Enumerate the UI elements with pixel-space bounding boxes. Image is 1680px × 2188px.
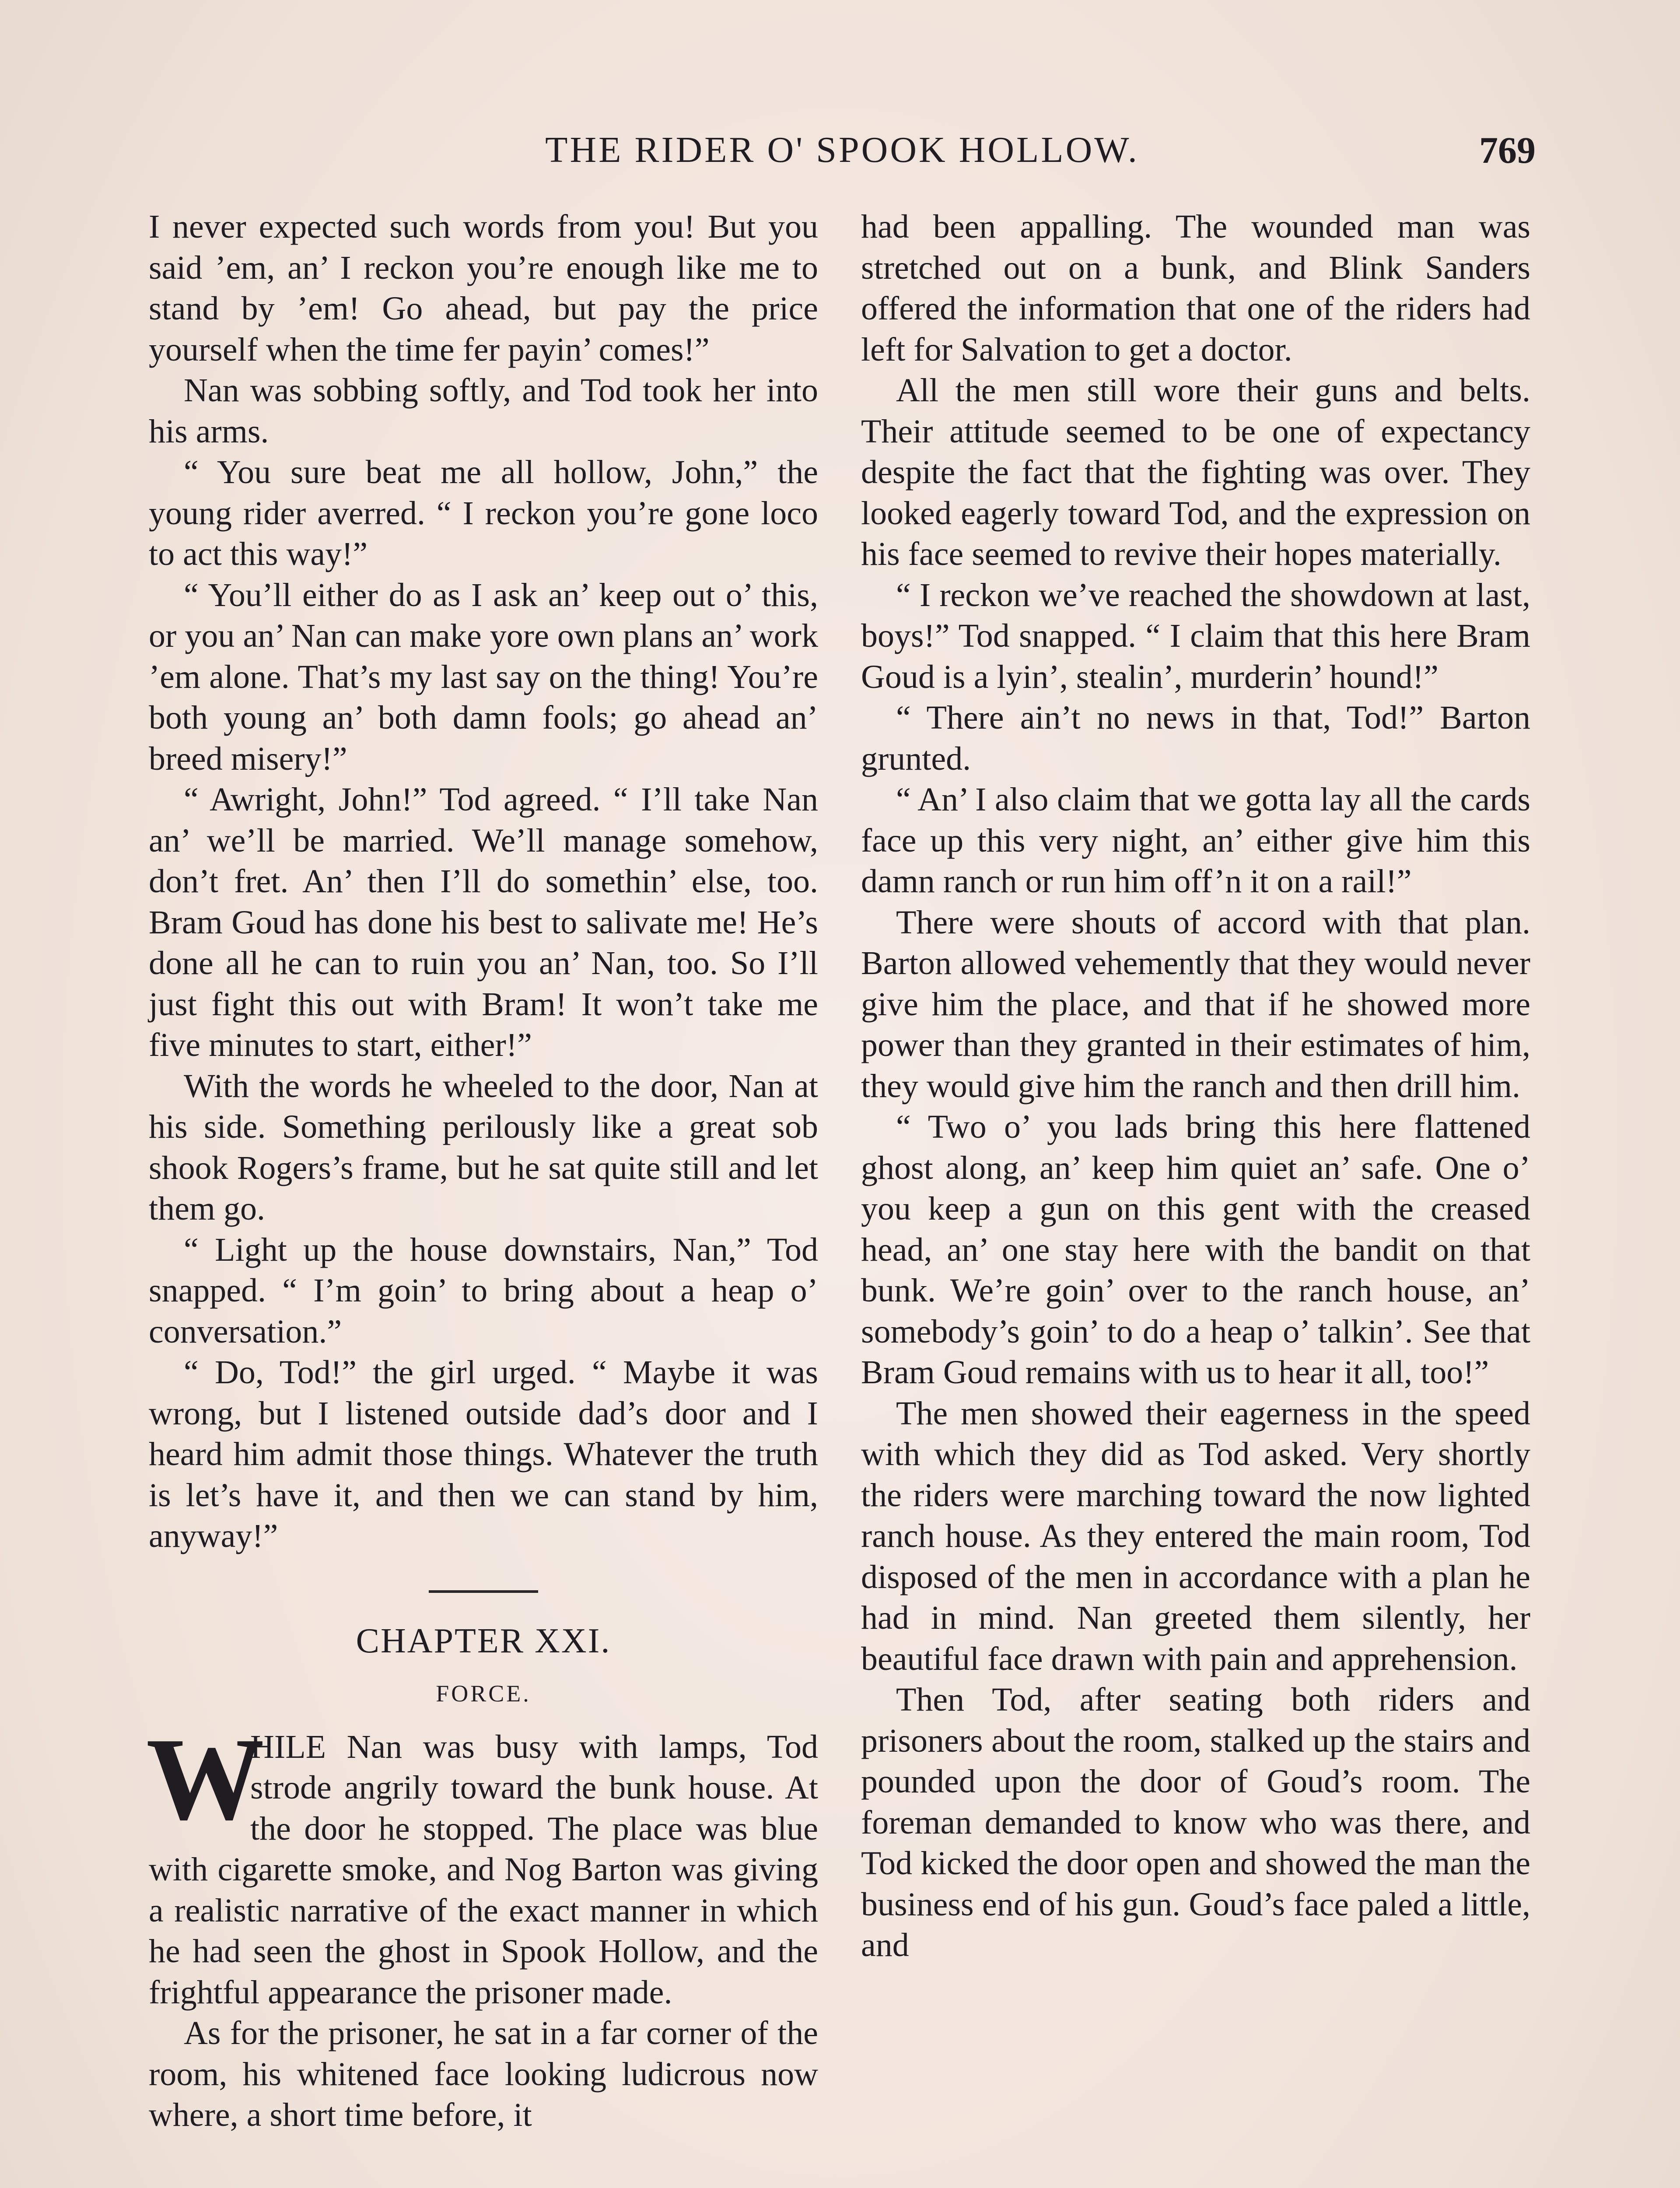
chapter-opening-paragraph — [146, 1713, 818, 2013]
paragraph: The men showed their eagerness in the speed with which they did as Tod asked. Very shortly the riders were marching toward the now lighted ranch house. As they entered the main room, Tod disposed of the men in accordance with a plan he had in mind. Nan greeted them silently, her beautiful face drawn with pain and apprehension. — [861, 1395, 1530, 1677]
paragraph: “ Awright, John!” Tod agreed. “ I’ll take Nan an’ we’ll be married. We’ll manage somehow, don’t fret. An’ then I’ll do somethin’ else, too. Bram Goud has done his best to salivate me! He’s done all he can to ruin you an’ Nan, too. So I’ll just fight this out with Bram! It won’t take me five minutes to start, either!” — [149, 781, 818, 1063]
left-column — [146, 207, 818, 2136]
paragraph: “ You’ll either do as I ask an’ keep out o’ this, or you an’ Nan can make yore own plans an’ work ’em alone. That’s my last say on the thing! You’re both young an’ both damn fools; go ahead an’ breed misery!” — [149, 576, 818, 777]
paragraph: All the men still wore their guns and belts. Their attitude seemed to be one of expectancy despite the fact that the fighting was over. They looked eagerly toward Tod, and the expression on his face seemed to revive their hopes materially. — [861, 372, 1530, 572]
right-column — [861, 207, 1530, 1966]
drop-cap: W — [146, 1713, 264, 1844]
chapter-heading: CHAPTER XXI. — [356, 1621, 611, 1660]
paragraph: “ There ain’t no news in that, Tod!” Barton grunted. — [861, 699, 1530, 777]
paragraph: “ Do, Tod!” the girl urged. “ Maybe it was wrong, but I listened outside dad’s door and I heard him admit those things. Whatever the truth is let’s have it, and then we can stand by him, anyway!” — [149, 1354, 818, 1554]
paragraph: had been appalling. The wounded man was stretched out on a bunk, and Blink Sanders offered the information that one of the riders had left for Salvation to get a doctor. — [861, 208, 1530, 368]
paragraph: I never expected such words from you! But you said ’em, an’ I reckon you’re enough like me to stand by ’em! Go ahead, but pay the price yourself when the time fer payin’ comes!” — [149, 208, 818, 368]
paragraph: As for the prisoner, he sat in a far corner of the room, his whitened face looking ludicrous now where, a short time before, it — [149, 2015, 818, 2133]
chapter-opening-text: HILE Nan was busy with lamps, Tod strode angrily toward the bunk house. At the door he stopped. The place was blue with cigarette smoke, and Nog Barton was giving a realistic narrative of the exact manner in which he had seen the ghost in Spook Hollow, and the frightful appearance the prisoner made. — [149, 1728, 818, 2011]
paragraph: “ Two o’ you lads bring this here flattened ghost along, an’ keep him quiet an’ safe. One o’ you keep a gun on this gent with the creased head, an’ one stay here with the bandit on that bunk. We’re goin’ over to the ranch house, an’ somebody’s goin’ to do a heap o’ talkin’. See that Bram Goud remains with us to hear it all, too!” — [861, 1108, 1530, 1391]
section-divider — [429, 1590, 538, 1593]
running-title: THE RIDER O' SPOOK HOLLOW. — [545, 130, 1139, 170]
paragraph: Then Tod, after seating both riders and prisoners about the room, stalked up the stairs and pounded upon the door of Goud’s room. The foreman demanded to know who was there, and Tod kicked the door open and showed the man the business end of his gun. Goud’s face paled a little, and — [861, 1681, 1530, 1964]
paragraph: “ I reckon we’ve reached the showdown at last, boys!” Tod snapped. “ I claim that this here Bram Goud is a lyin’, stealin’, murderin’ hound!” — [861, 576, 1530, 695]
page-number: 769 — [1479, 129, 1536, 171]
paragraph: “ An’ I also claim that we gotta lay all the cards face up this very night, an’ either give him this damn ranch or run him off’n it on a rail!” — [861, 781, 1530, 900]
paragraph: With the words he wheeled to the door, Nan at his side. Something perilously like a great sob shook Rogers’s frame, but he sat quite still and let them go. — [149, 1067, 818, 1227]
paragraph: Nan was sobbing softly, and Tod took her into his arms. — [149, 372, 818, 450]
running-head — [149, 126, 1536, 183]
paragraph: There were shouts of accord with that plan. Barton allowed vehemently that they would never give him the place, and that if he showed more power than they granted in their estimates of him, they would give him the ranch and then drill him. — [861, 904, 1530, 1105]
paragraph: “ Light up the house downstairs, Nan,” Tod snapped. “ I’m goin’ to bring about a heap o’ conversation.” — [149, 1231, 818, 1350]
paragraph: “ You sure beat me all hollow, John,” the young rider averred. “ I reckon you’re gone loco to act this way!” — [149, 454, 818, 572]
chapter-subheading: FORCE. — [436, 1680, 531, 1707]
